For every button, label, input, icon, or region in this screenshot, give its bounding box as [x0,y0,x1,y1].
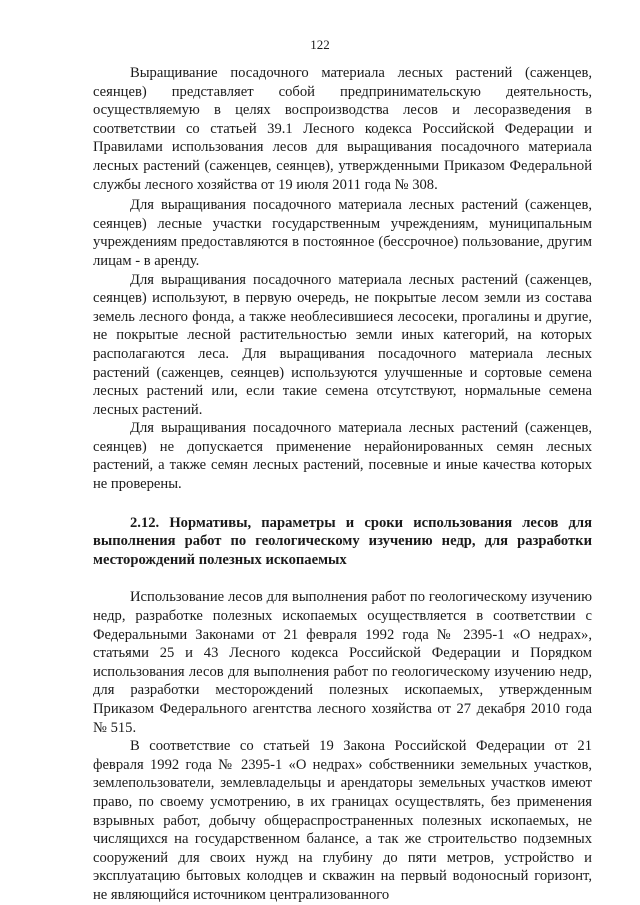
document-body [93,64,592,905]
paragraph-land-use-priority: Для выращивания посадочного материала лесных растений (саженцев, сеянцев) используют, в первую очередь, не покрытые лесом земли из состава земель лесного фонда, а также необлесившиеся лесосеки, прогалины и другие, не покрытые лесной растительностью земли иных категорий, на которых располагаются леса. Для выращивания посадочного материала лесных растений (саженцев, сеянцев) используются улучшенные и сортовые семена лесных растений или, если такие семена отсутствуют, нормальные семена лесных растений. [93,271,592,418]
paragraph-seed-restrictions: Для выращивания посадочного материала лесных растений (саженцев, сеянцев) не допускается применение нерайонированных семян лесных растений, а также семян лесных растений, посевные и иные качества которых не проверены. [93,420,592,493]
page-number: 122 [310,37,330,52]
paragraph-geological-study: Использование лесов для выполнения работ по геологическому изучению недр, разработке полезных ископаемых осуществляется в соответствии с Федеральными Законами от 21 февраля 1992 года № 2395-1 «О недрах», статьями 25 и 43 Лесного кодекса Российской Федерации и Порядком использования лесов для выполнения работ по геологическому изучению недр, для разработки месторождений полезных ископаемых, утвержденным Приказом Федерального агентства лесного хозяйства от 27 декабря 2010 года № 515. [93,589,592,736]
paragraph-land-provision: Для выращивания посадочного материала лесных растений (саженцев, сеянцев) лесные участки государственным учреждениям, муниципальным учреждениям предоставляются в постоянное (бессрочное) пользование, другим лицам - в аренду. [93,197,592,269]
section-heading: 2.12. Нормативы, параметры и сроки использования лесов для выполнения работ по геологическому изучению недр, для разработки месторождений полезных ископаемых [93,514,592,568]
paragraph-seedling-cultivation: Выращивание посадочного материала лесных растений (саженцев, сеянцев) представляет собой предпринимательскую деятельность, осуществляемую в целях воспроизводства лесов и лесоразведения в соответствии со статьей 39.1 Лесного кодекса Российской Федерации и Правилами использования лесов для выращивания посадочного материала лесных растений (саженцев, сеянцев), утвержденными Приказом Федеральной службы лесного хозяйства от 19 июля 2011 года № 308. [93,65,592,193]
paragraph-subsoil-law: В соответствие со статьей 19 Закона Российской Федерации от 21 февраля 1992 года № 2395-1 «О недрах» собственники земельных участков, землепользователи, землевладельцы и арендаторы земельных участков имеют право, по своему усмотрению, в их границах осуществлять, без применения взрывных работ, добычу общераспространенных полезных ископаемых, не числящихся на государственном балансе, а так же строительство подземных сооружений для своих нужд на глубину до пяти метров, устройство и эксплуатацию бытовых колодцев и скважин на первый водоносный горизонт, не являющийся источником централизованного [93,738,592,903]
